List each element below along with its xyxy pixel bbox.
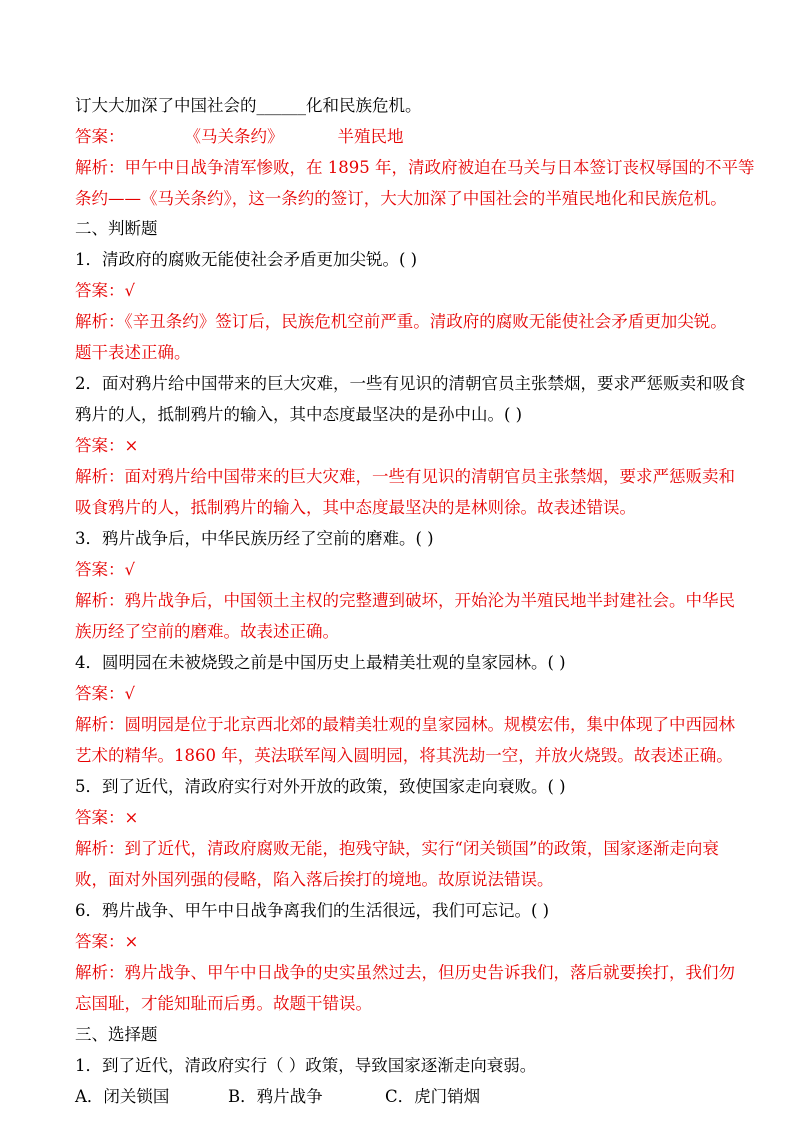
judge-answer-5: 答案：×	[75, 808, 139, 827]
judge-analysis-5-line-2: 败，面对外国列强的侵略，陷入落后挨打的境地。故原说法错误。	[75, 870, 554, 889]
judge-analysis-1-line-2: 题干表述正确。	[75, 343, 191, 362]
judge-analysis-6-line-1: 解析：鸦片战争、甲午中日战争的史实虽然过去，但历史告诉我们，落后就要挨打，我们勿	[75, 963, 735, 982]
judge-answer-6: 答案：×	[75, 932, 139, 951]
judge-question-5: 5．到了近代，清政府实行对外开放的政策，致使国家走向衰败。( )	[75, 777, 566, 796]
fill-analysis-line-2: 条约——《马关条约》，这一条约的签订，大大加深了中国社会的半殖民地化和民族危机。	[75, 189, 727, 208]
answer-blank-1: 《马关条约》	[184, 127, 284, 146]
judge-analysis-2-line-1: 解析：面对鸦片给中国带来的巨大灾难，一些有见识的清朝官员主张禁烟，要求严惩贩卖和	[75, 467, 735, 486]
judge-analysis-4-line-2: 艺术的精华。1860 年，英法联军闯入圆明园，将其洗劫一空，并放火烧毁。故表述正确。	[75, 746, 733, 765]
judge-question-1: 1．清政府的腐败无能使社会矛盾更加尖锐。( )	[75, 250, 418, 269]
fill-answer	[75, 127, 735, 147]
option-a: A．闭关锁国	[75, 1087, 170, 1106]
judge-answer-4: 答案：√	[75, 684, 136, 703]
judge-analysis-1-line-1: 解析：《辛丑条约》签订后，民族危机空前严重。清政府的腐败无能使社会矛盾更加尖锐。	[75, 312, 727, 331]
judge-question-6: 6．鸦片战争、甲午中日战争离我们的生活很远，我们可忘记。( )	[75, 901, 550, 920]
option-b: B．鸦片战争	[228, 1087, 323, 1106]
option-c: C．虎门销烟	[385, 1087, 481, 1106]
judge-analysis-3-line-2: 族历经了空前的磨难。故表述正确。	[75, 622, 339, 641]
judge-analysis-4-line-1: 解析：圆明园是位于北京西北郊的最精美壮观的皇家园林。规模宏伟，集中体现了中西园林	[75, 715, 735, 734]
judge-question-2-line-2: 鸦片的人，抵制鸦片的输入，其中态度最坚决的是孙中山。( )	[75, 405, 523, 424]
choice-options	[75, 1087, 735, 1107]
judge-question-4: 4．圆明园在未被烧毁之前是中国历史上最精美壮观的皇家园林。( )	[75, 653, 566, 672]
answer-blank-2: 半殖民地	[337, 127, 404, 146]
judge-question-2-line-1: 2．面对鸦片给中国带来的巨大灾难，一些有见识的清朝官员主张禁烟，要求严惩贩卖和吸食	[75, 374, 746, 393]
judge-analysis-5-line-1: 解析：到了近代，清政府腐败无能，抱残守缺，实行“闭关锁国”的政策，国家逐渐走向衰	[75, 839, 719, 858]
judge-answer-2: 答案：×	[75, 436, 139, 455]
judge-analysis-2-line-2: 吸食鸦片的人，抵制鸦片的输入，其中态度最坚决的是林则徐。故表述错误。	[75, 498, 636, 517]
judge-analysis-6-line-2: 忘国耻，才能知耻而后勇。故题干错误。	[75, 994, 372, 1013]
fill-analysis-line-1: 解析：甲午中日战争清军惨败，在 1895 年，清政府被迫在马关与日本签订丧权辱国的不平等	[75, 158, 755, 177]
answer-label: 答案：	[75, 127, 125, 146]
section-heading-judge: 二、判断题	[75, 219, 158, 238]
fill-question-tail: 订大大加深了中国社会的______化和民族危机。	[75, 96, 422, 115]
judge-answer-1: 答案：√	[75, 281, 136, 300]
section-heading-choice: 三、选择题	[75, 1025, 158, 1044]
choice-question-1: 1．到了近代，清政府实行（ ）政策，导致国家逐渐走向衰弱。	[75, 1056, 537, 1075]
judge-answer-3: 答案：√	[75, 560, 136, 579]
judge-analysis-3-line-1: 解析：鸦片战争后，中国领土主权的完整遭到破坏，开始沦为半殖民地半封建社会。中华民	[75, 591, 735, 610]
judge-question-3: 3．鸦片战争后，中华民族历经了空前的磨难。( )	[75, 529, 434, 548]
